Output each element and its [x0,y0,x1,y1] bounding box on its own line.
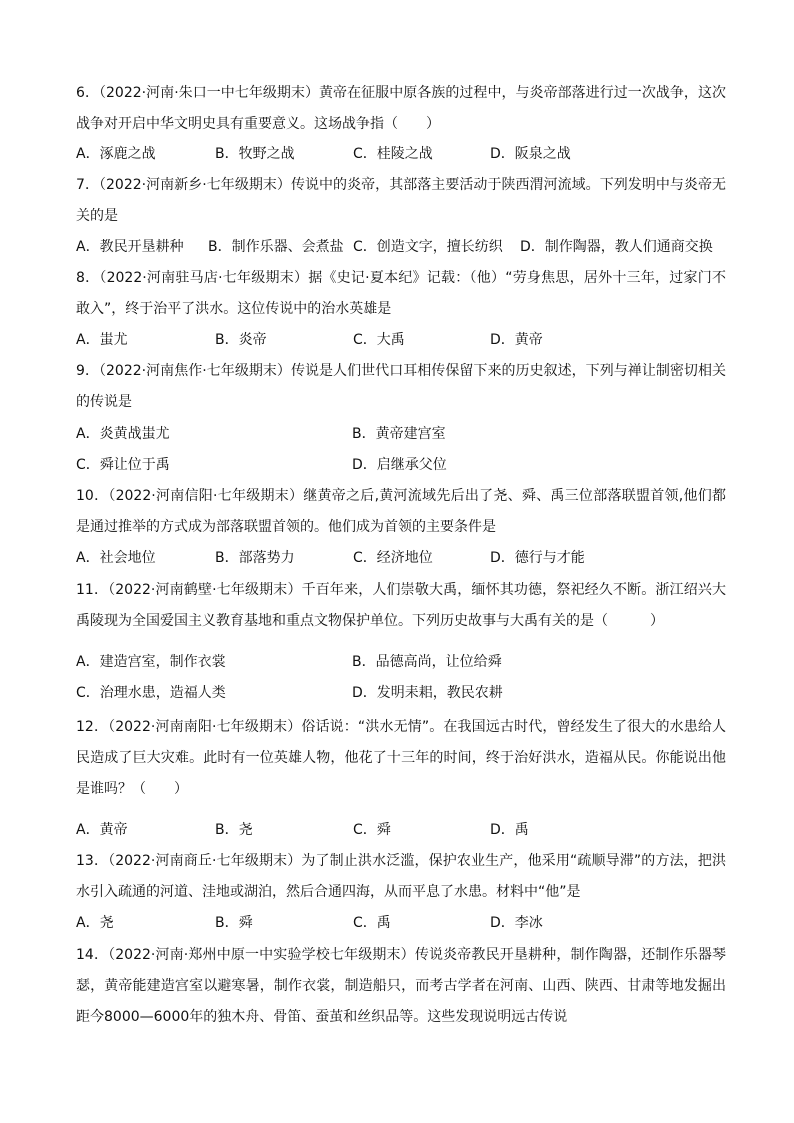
option-b[interactable]: B．牧野之战 [215,146,295,162]
option-d[interactable]: D．禹 [490,822,529,838]
option-b[interactable]: B．品德高尚，让位给舜 [352,654,502,670]
option-b[interactable]: B．炎帝 [215,332,267,348]
option-c[interactable]: C．舜让位于禹 [76,457,170,473]
option-b[interactable]: B．部落势力 [215,550,295,566]
option-a[interactable]: A．涿鹿之战 [76,146,156,162]
question-10-options [76,546,726,570]
option-b[interactable]: B．制作乐器、会煮盐 [208,239,344,255]
question-10-stem: 10．（2022·河南信阳·七年级期末）继黄帝之后,黄河流域先后出了尧、舜、禹三位部落联盟首领,他们都是通过推举的方式成为部落联盟首领的。他们成为首领的主要条件是 [76,488,726,535]
option-d[interactable]: D．发明耒耜，教民农耕 [352,685,503,701]
question-7-options [76,235,726,259]
option-c[interactable]: C．禹 [353,915,391,931]
option-c[interactable]: C．创造文字，擅长纺织 [353,239,503,255]
option-c[interactable]: C．桂陵之战 [353,146,433,162]
option-d[interactable]: D．阪泉之战 [490,146,571,162]
question-13-stem: 13．（2022·河南商丘·七年级期末）为了制止洪水泛滥，保护农业生产，他采用“疏顺导滞”的方法，把洪水引入疏通的河道、洼地或湖泊，然后合通四海，从而平息了水患。材料中“他”是 [76,853,726,900]
question-8-options [76,328,726,352]
option-a[interactable]: A．黄帝 [76,822,128,838]
question-9-stem: 9．（2022·河南焦作·七年级期末）传说是人们世代口耳相传保留下来的历史叙述，下列与禅让制密切相关的传说是 [76,363,726,410]
option-b[interactable]: B．尧 [215,822,253,838]
option-c[interactable]: C．大禹 [353,332,405,348]
option-a[interactable]: A．蚩尤 [76,332,128,348]
question-6-stem: 6．（2022·河南·朱口一中七年级期末）黄帝在征服中原各族的过程中，与炎帝部落进行过一次战争，这次战争对开启中华文明史具有重要意义。这场战争指（ ） [76,85,726,132]
question-9-options-row2 [76,453,726,477]
option-b[interactable]: B．黄帝建宫室 [352,426,446,442]
option-d[interactable]: D．德行与才能 [490,550,585,566]
option-d[interactable]: D．李冰 [490,915,543,931]
question-7-stem: 7．（2022·河南新乡·七年级期末）传说中的炎帝，其部落主要活动于陕西渭河流域。下列发明中与炎帝无关的是 [76,177,726,224]
question-6-options [76,142,726,166]
question-11-options-row1 [76,650,726,674]
question-9-options-row1 [76,422,726,446]
question-11-stem: 11．（2022·河南鹤壁·七年级期末）千百年来，人们崇敬大禹，缅怀其功德，祭祀经久不断。浙江绍兴大禹陵现为全国爱国主义教育基地和重点文物保护单位。下列历史故事与大禹有关的是（ ） [76,582,726,629]
question-8-stem: 8．（2022·河南驻马店·七年级期末）据《史记·夏本纪》记载：（他）“劳身焦思，居外十三年，过家门不敢入”，终于治平了洪水。这位传说中的治水英雄是 [76,270,726,317]
question-12-stem: 12．（2022·河南南阳·七年级期末）俗话说：“洪水无情”。在我国远古时代，曾经发生了很大的水患给人民造成了巨大灾难。此时有一位英雄人物，他花了十三年的时间，终于治好洪水，造福从民。你能说出他是谁吗？（ ） [76,719,726,797]
option-d[interactable]: D．黄帝 [490,332,543,348]
option-c[interactable]: C．舜 [353,822,391,838]
option-a[interactable]: A．教民开垦耕种 [76,239,184,255]
option-d[interactable]: D．制作陶器，教人们通商交换 [520,239,713,255]
option-b[interactable]: B．舜 [215,915,253,931]
question-13-options [76,911,726,935]
option-d[interactable]: D．启继承父位 [352,457,447,473]
option-a[interactable]: A．炎黄战蚩尤 [76,426,170,442]
option-a[interactable]: A．建造宫室，制作衣裳 [76,654,226,670]
option-a[interactable]: A．社会地位 [76,550,156,566]
question-11-options-row2 [76,681,726,705]
option-a[interactable]: A．尧 [76,915,114,931]
question-14-stem: 14．（2022·河南·郑州中原一中实验学校七年级期末）传说炎帝教民开垦耕种，制作陶器，还制作乐器琴瑟，黄帝能建造宫室以避寒暑，制作衣裳，制造船只，而考古学者在河南、山西、陕西、甘肃等地发掘出距今8000—6000年的独木舟、骨笛、蚕茧和丝织品等。这些发现说明远古传说 [76,947,726,1025]
option-c[interactable]: C．治理水患，造福人类 [76,685,226,701]
option-c[interactable]: C．经济地位 [353,550,433,566]
question-12-options [76,818,726,842]
